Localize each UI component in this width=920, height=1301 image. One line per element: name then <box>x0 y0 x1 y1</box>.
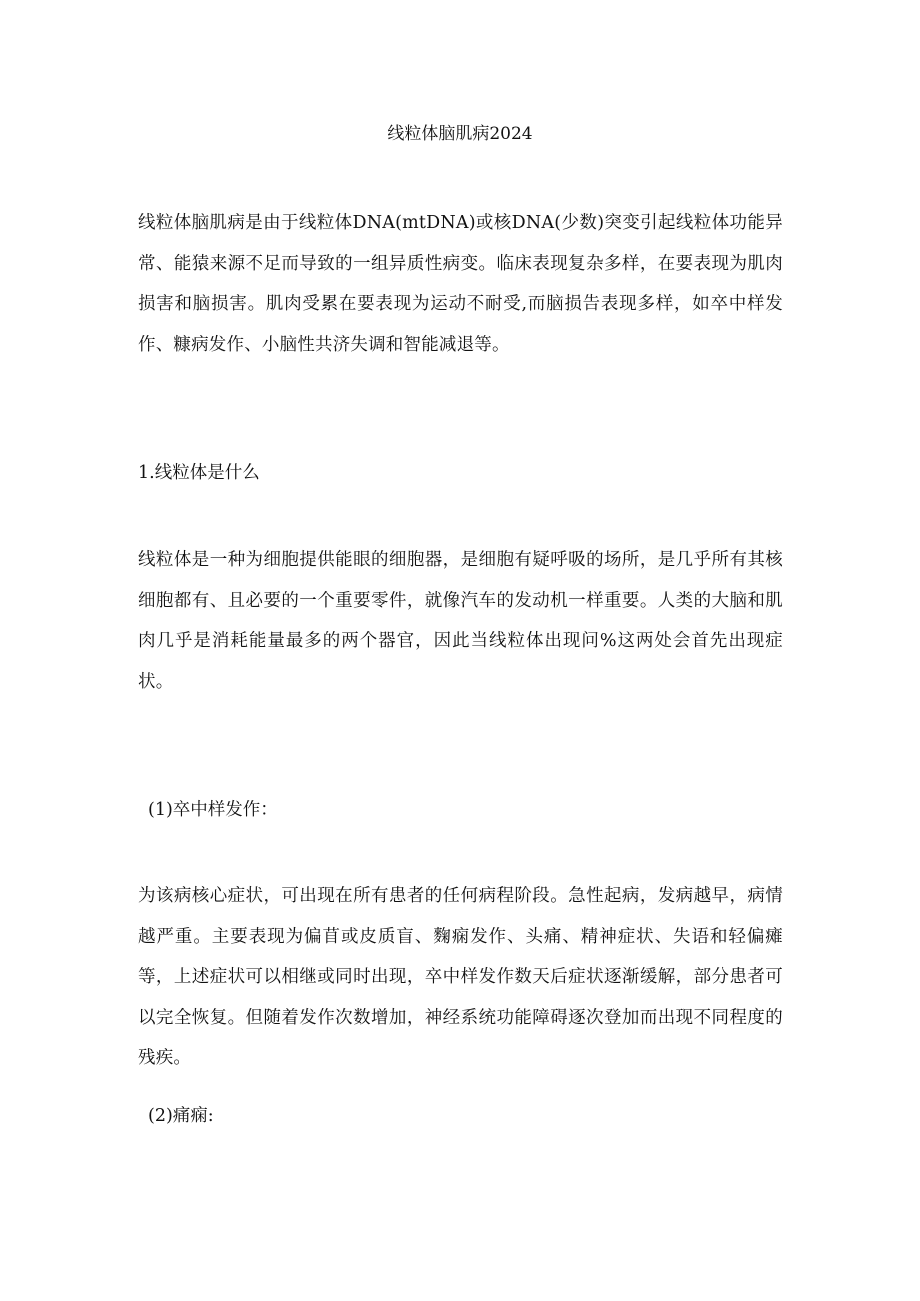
section-heading-what-is-mitochondria: 1.线粒体是什么 <box>138 463 260 483</box>
sub1-paragraph: 为该病核心症状，可出现在所有患者的任何病程阶段。急性起病，发病越早，病情越严重。主要表现为偏苜或皮质盲、麴痫发作、头痛、精神症状、失语和轻偏瘫等，上述症状可以相继或同时出现，卒中样发作数天后症状逐渐缓解，部分患者可以完全恢复。但随着发作次数增加，神经系统功能障碍逐次登加而出现不同程度的残疾。 <box>138 886 783 1068</box>
section1-paragraph: 线粒体是一种为细胞提供能眼的细胞器，是细胞有疑呼吸的场所，是几乎所有其核细胞都有、且必要的一个重要零件，就像汽车的发动机一样重要。人类的大脑和肌肉几乎是消耗能量最多的两个器官，因此当线粒体出现问%这两处会首先出现症状。 <box>138 550 783 692</box>
subheading-stroke-like-episodes: (1)卒中样发作： <box>148 800 278 820</box>
document-title: 线粒体脑肌病2024 <box>387 124 533 144</box>
subheading-epilepsy: (2)痛痫: <box>148 1106 214 1126</box>
intro-paragraph: 线粒体脑肌病是由于线粒体DNA(mtDNA)或核DNA(少数)突变引起线粒体功能异常、能猿来源不足而导致的一组异质性病变。临床表现复杂多样，在要表现为肌肉损害和脑损害。肌肉受累在要表现为运动不耐受,而脑损告表现多样，如卒中样发作、糠病发作、小脑性共济失调和智能减退等。 <box>138 213 783 355</box>
